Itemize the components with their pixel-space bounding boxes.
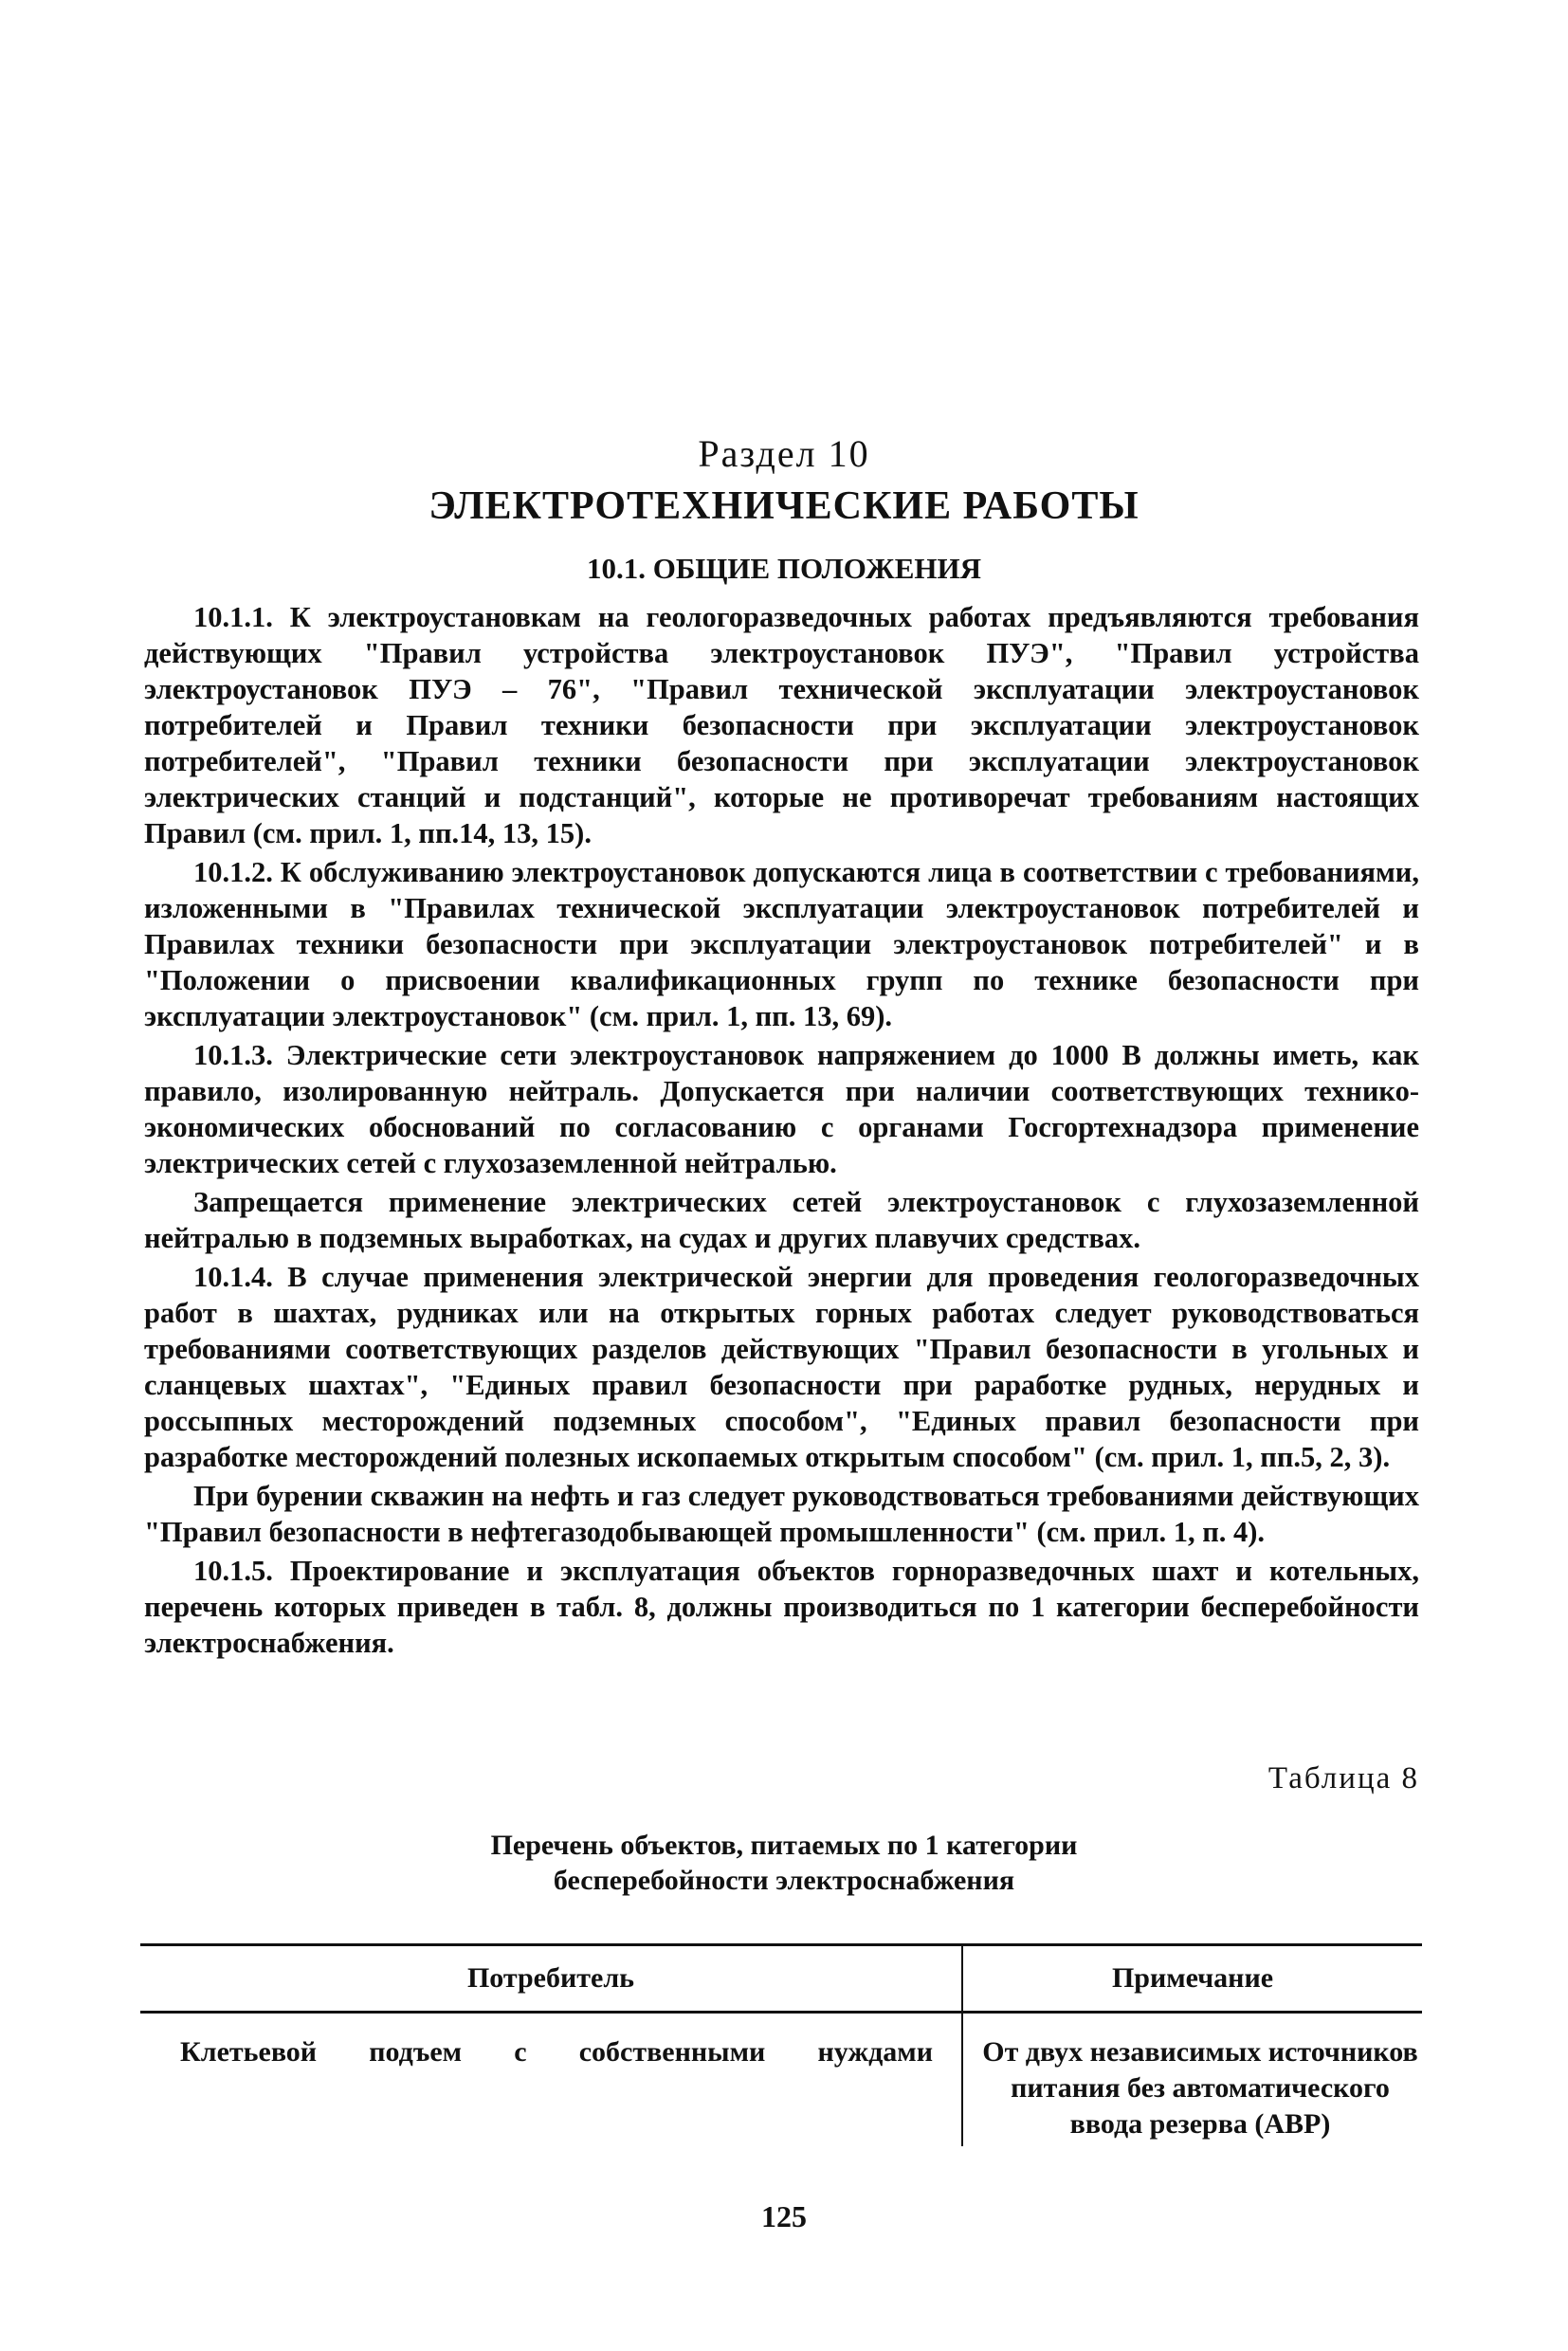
paragraph-10-1-1: 10.1.1. К электроустановкам на геологоразведочных работах предъявляются требования действующих "Правил устройства электроустановок ПУЭ", "Правил устройства электроустановок ПУЭ – 76", "Правил технической эксплуатации электроустановок потребителей и Правил техники безопасности при эксплуатации электроустановок потребителей", "Правил техники безопасности при эксплуатации электроустановок электрических станций и подстанций", которые не противоречат требованиям настоящих Правил (см. прил. 1, пп.14, 13, 15). xyxy=(144,601,1419,849)
paragraph-10-1-5: 10.1.5. Проектирование и эксплуатация объектов горноразведочных шахт и котельных, перечень которых приведен в табл. 8, должны производиться по 1 категории бесперебойности электроснабжения. xyxy=(144,1555,1419,1659)
consumers-table xyxy=(140,1943,1422,2146)
table-header-note: Примечание xyxy=(962,1945,1422,2013)
paragraph-10-1-2: 10.1.2. К обслуживанию электроустановок допускаются лица в соответствии с требованиями, изложенными в "Правилах технической эксплуатации электроустановок потребителей и Правилах техники безопасности при эксплуатации электроустановок потребителей" и в "Положении о присвоении квалификационных групп по технике безопасности при эксплуатации электроустановок" (см. прил. 1, пп. 13, 69). xyxy=(144,856,1419,1032)
table-row xyxy=(140,2013,1422,2147)
table-caption xyxy=(0,1828,1568,1898)
table-caption-line-1: Перечень объектов, питаемых по 1 категории xyxy=(490,1830,1078,1861)
paragraph-drilling: При бурении скважин на нефть и газ следует руководствоваться требованиями действующих "Правил безопасности в нефтегазодобывающей промышленности" (см. прил. 1, п. 4). xyxy=(144,1480,1419,1548)
table-cell-note: От двух независимых источников питания без автоматического ввода резерва (АВР) xyxy=(982,2036,1418,2140)
table-header-row xyxy=(140,1945,1422,2013)
section-label: Раздел 10 xyxy=(698,432,870,475)
subsection-title: 10.1. ОБЩИЕ ПОЛОЖЕНИЯ xyxy=(586,552,981,585)
section-title: ЭЛЕКТРОТЕХНИЧЕСКИЕ РАБОТЫ xyxy=(428,484,1140,528)
page-number: 125 xyxy=(761,2199,807,2233)
table-label: Таблица 8 xyxy=(1267,1761,1419,1795)
paragraph-10-1-3: 10.1.3. Электрические сети электроустановок напряжением до 1000 В должны иметь, как правило, изолированную нейтраль. Допускается при наличии соответствующих технико-экономических обоснований по согласованию с органами Госгортехнадзора применение электрических сетей с глухозаземленной нейтралью. xyxy=(144,1039,1419,1179)
table-header-consumer: Потребитель xyxy=(140,1945,962,2013)
table-cell-consumer: Клетьевой подъем с собственными нуждами xyxy=(140,2013,962,2147)
table-caption-line-2: бесперебойности электроснабжения xyxy=(553,1865,1015,1896)
body-text xyxy=(144,599,1419,1661)
paragraph-10-1-4: 10.1.4. В случае применения электрической энергии для проведения геологоразведочных работ в шахтах, рудниках или на открытых горных работах следует руководствоваться требованиями соответствующих разделов действующих "Правил безопасности в угольных и сланцевых шахтах", "Единых правил безопасности при раработке рудных, нерудных и россыпных месторождений подземных способом", "Единых правил безопасности при разработке месторождений полезных ископаемых открытым способом" (см. прил. 1, пп.5, 2, 3). xyxy=(144,1261,1419,1473)
paragraph-prohibition: Запрещается применение электрических сетей электроустановок с глухозаземленной нейтралью в подземных выработках, на судах и других плавучих средствах. xyxy=(144,1186,1419,1254)
